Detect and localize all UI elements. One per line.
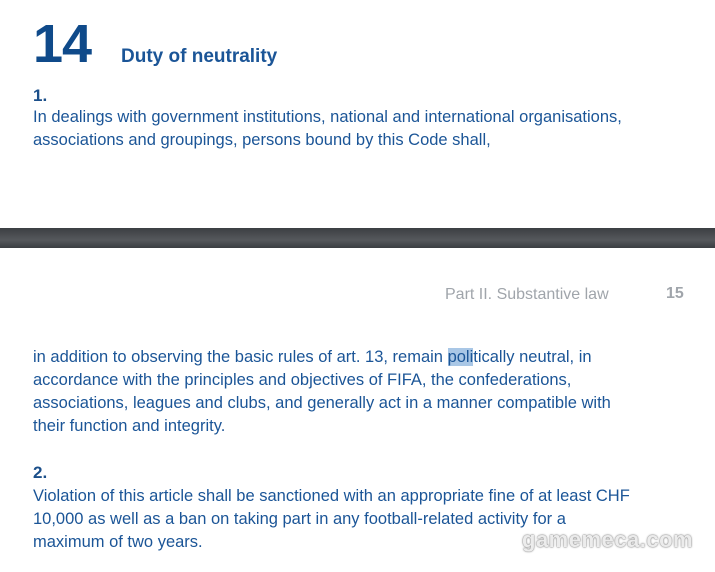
page-number: 15 bbox=[666, 285, 684, 302]
running-head-section: Part II. Substantive law bbox=[445, 286, 609, 303]
article-number: 14 bbox=[33, 14, 92, 74]
text-selection-highlight[interactable]: poli bbox=[447, 348, 474, 366]
page-separator bbox=[0, 228, 715, 248]
paragraph-1-text-part1: In dealings with government institutions, national and international organisations, associations and groupings, persons bound by this Code shall, bbox=[33, 108, 622, 149]
paragraph-2-text: Violation of this article shall be sanctioned with an appropriate fine of at least CHF 10,000 as well as a ban on taking part in any football-related activity for a maximum of two years. bbox=[33, 487, 630, 551]
paragraph-1-text-before: in addition to observing the basic rules of art. 13, remain bbox=[33, 348, 448, 366]
article-title: Duty of neutrality bbox=[121, 46, 278, 67]
watermark: gamemeca.com bbox=[522, 527, 694, 552]
paragraph-1-text-part2[interactable] bbox=[33, 346, 633, 438]
paragraph-1-text-after: tically neutral, in accordance with the principles and objectives of FIFA, the confederations, associations, leagues and clubs, and generally act in a manner compatible with their function and integrity. bbox=[33, 348, 611, 435]
paragraph-2-number: 2. bbox=[33, 463, 48, 482]
paragraph-1-number: 1. bbox=[33, 86, 48, 105]
document-page-14 bbox=[0, 0, 715, 228]
